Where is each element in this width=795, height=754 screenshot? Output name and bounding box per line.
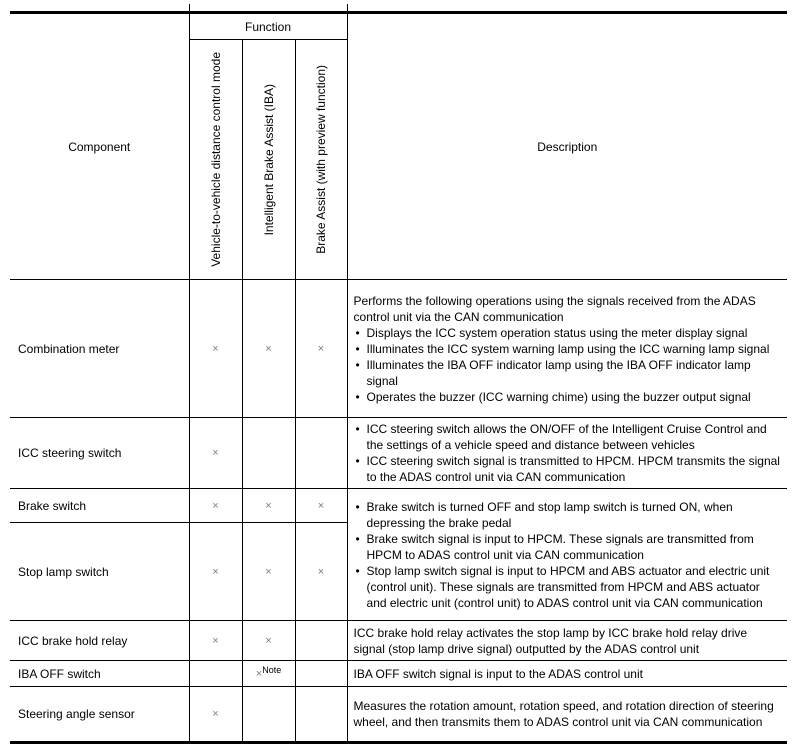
function-mark-cell: × — [242, 621, 295, 661]
bullet-icon: • — [355, 325, 360, 340]
description-text: ICC brake hold relay activates the stop lamp by ICC brake hold relay drive signal (stop lamp drive signal) outputted by the ADAS control unit — [353, 625, 748, 656]
component-cell: Steering angle sensor — [10, 687, 189, 743]
vertical-label-wrap — [243, 42, 295, 278]
function-mark-cell: × — [242, 523, 295, 621]
function-mark-cell: × — [189, 687, 242, 743]
description-cell-shared — [347, 489, 787, 621]
table-row-brake-switch — [10, 489, 787, 523]
bullet-icon: • — [355, 341, 360, 356]
function-mark-cell — [295, 687, 347, 743]
component-cell: Combination meter — [10, 280, 189, 418]
description-bullet: • Stop lamp switch signal is input to HPCM and ABS actuator and electric unit (control unit). These signals are transmitted from HPCM and ABS actuator and electric unit (control unit) to ADAS control unit via CAN communication — [355, 563, 770, 610]
header-description: Description — [347, 13, 787, 280]
table-row-iba-off-switch — [10, 661, 787, 687]
header-function-col-iba — [242, 40, 295, 280]
description-cell — [347, 687, 787, 743]
note-superscript: Note — [262, 664, 282, 675]
description-cell — [347, 418, 787, 489]
component-cell: IBA OFF switch — [10, 661, 189, 687]
vertical-label: Brake Assist (with preview function) — [314, 65, 328, 254]
description-bullet: • ICC steering switch signal is transmitted to HPCM. HPCM transmits the signal to the ADAS control unit via CAN communication — [355, 454, 780, 484]
header-function-col-brake-assist — [295, 40, 347, 280]
function-mark-cell — [189, 661, 242, 687]
function-mark-cell: × — [295, 489, 347, 523]
description-cell — [347, 280, 787, 418]
bullet-icon: • — [355, 389, 360, 404]
table-row-steering-angle-sensor — [10, 687, 787, 743]
header-component: Component — [10, 13, 189, 280]
component-cell: Brake switch — [10, 489, 189, 523]
header-function: Function — [189, 13, 347, 40]
description-intro: Performs the following operations using the signals received from the ADAS control unit via the CAN communication — [353, 293, 756, 324]
description-bullet: • ICC steering switch allows the ON/OFF of the Intelligent Cruise Control and the settings of a vehicle speed and distance between vehicles — [355, 422, 767, 452]
bullet-icon: • — [355, 531, 360, 546]
function-mark-cell: × — [189, 489, 242, 523]
table-row-icc-brake-hold-relay — [10, 621, 787, 661]
header-row-function — [10, 13, 787, 40]
component-function-table — [10, 11, 787, 744]
function-mark-cell — [295, 418, 347, 489]
description-text: Measures the rotation amount, rotation speed, and rotation direction of steering wheel, and then transmits them to ADAS control unit via CAN communication — [353, 699, 774, 729]
component-cell: ICC brake hold relay — [10, 621, 189, 661]
vertical-label: Vehicle-to-vehicle distance control mode — [208, 52, 223, 267]
description-bullet: • Brake switch is turned OFF and stop lamp switch is turned ON, when depressing the brake pedal — [355, 499, 733, 530]
description-text: IBA OFF switch signal is input to the ADAS control unit — [353, 666, 643, 681]
table-row-combination-meter — [10, 280, 787, 418]
vertical-label-wrap — [296, 42, 347, 278]
description-cell — [347, 661, 787, 687]
vertical-label: Intelligent Brake Assist (IBA) — [261, 83, 276, 236]
function-mark-cell — [295, 661, 347, 687]
cross-mark: × — [255, 667, 263, 680]
function-mark-cell: × — [189, 523, 242, 621]
table-row-icc-steering-switch — [10, 418, 787, 489]
header-function-col-vehicle-distance — [189, 40, 242, 280]
description-cell — [347, 621, 787, 661]
description-bullet: • Displays the ICC system operation status using the meter display signal — [355, 325, 748, 340]
function-mark-cell: × — [295, 280, 347, 418]
description-bullet: • Brake switch signal is input to HPCM. These signals are transmitted from HPCM to ADAS control unit via CAN communication — [355, 531, 754, 562]
function-mark-cell: × — [242, 280, 295, 418]
function-mark-cell: × — [189, 418, 242, 489]
component-cell: ICC steering switch — [10, 418, 189, 489]
function-mark-cell — [295, 621, 347, 661]
bullet-icon: • — [355, 357, 360, 372]
function-mark-cell: × — [189, 280, 242, 418]
function-mark-cell-with-note — [242, 661, 295, 687]
component-cell: Stop lamp switch — [10, 523, 189, 621]
function-mark-cell — [242, 418, 295, 489]
function-mark-cell: × — [242, 489, 295, 523]
bullet-icon: • — [355, 499, 360, 514]
function-mark-cell — [242, 687, 295, 743]
function-mark-cell: × — [189, 621, 242, 661]
function-mark-cell: × — [295, 523, 347, 621]
bullet-icon: • — [355, 563, 360, 578]
description-bullet: • Illuminates the ICC system warning lamp using the ICC warning lamp signal — [355, 341, 770, 356]
bullet-icon: • — [355, 454, 360, 468]
vertical-label-wrap — [190, 42, 242, 278]
description-bullet: • Operates the buzzer (ICC warning chime) using the buzzer output signal — [355, 389, 751, 404]
description-bullet: • Illuminates the IBA OFF indicator lamp using the IBA OFF indicator lamp signal — [355, 357, 751, 388]
bullet-icon: • — [355, 422, 360, 436]
